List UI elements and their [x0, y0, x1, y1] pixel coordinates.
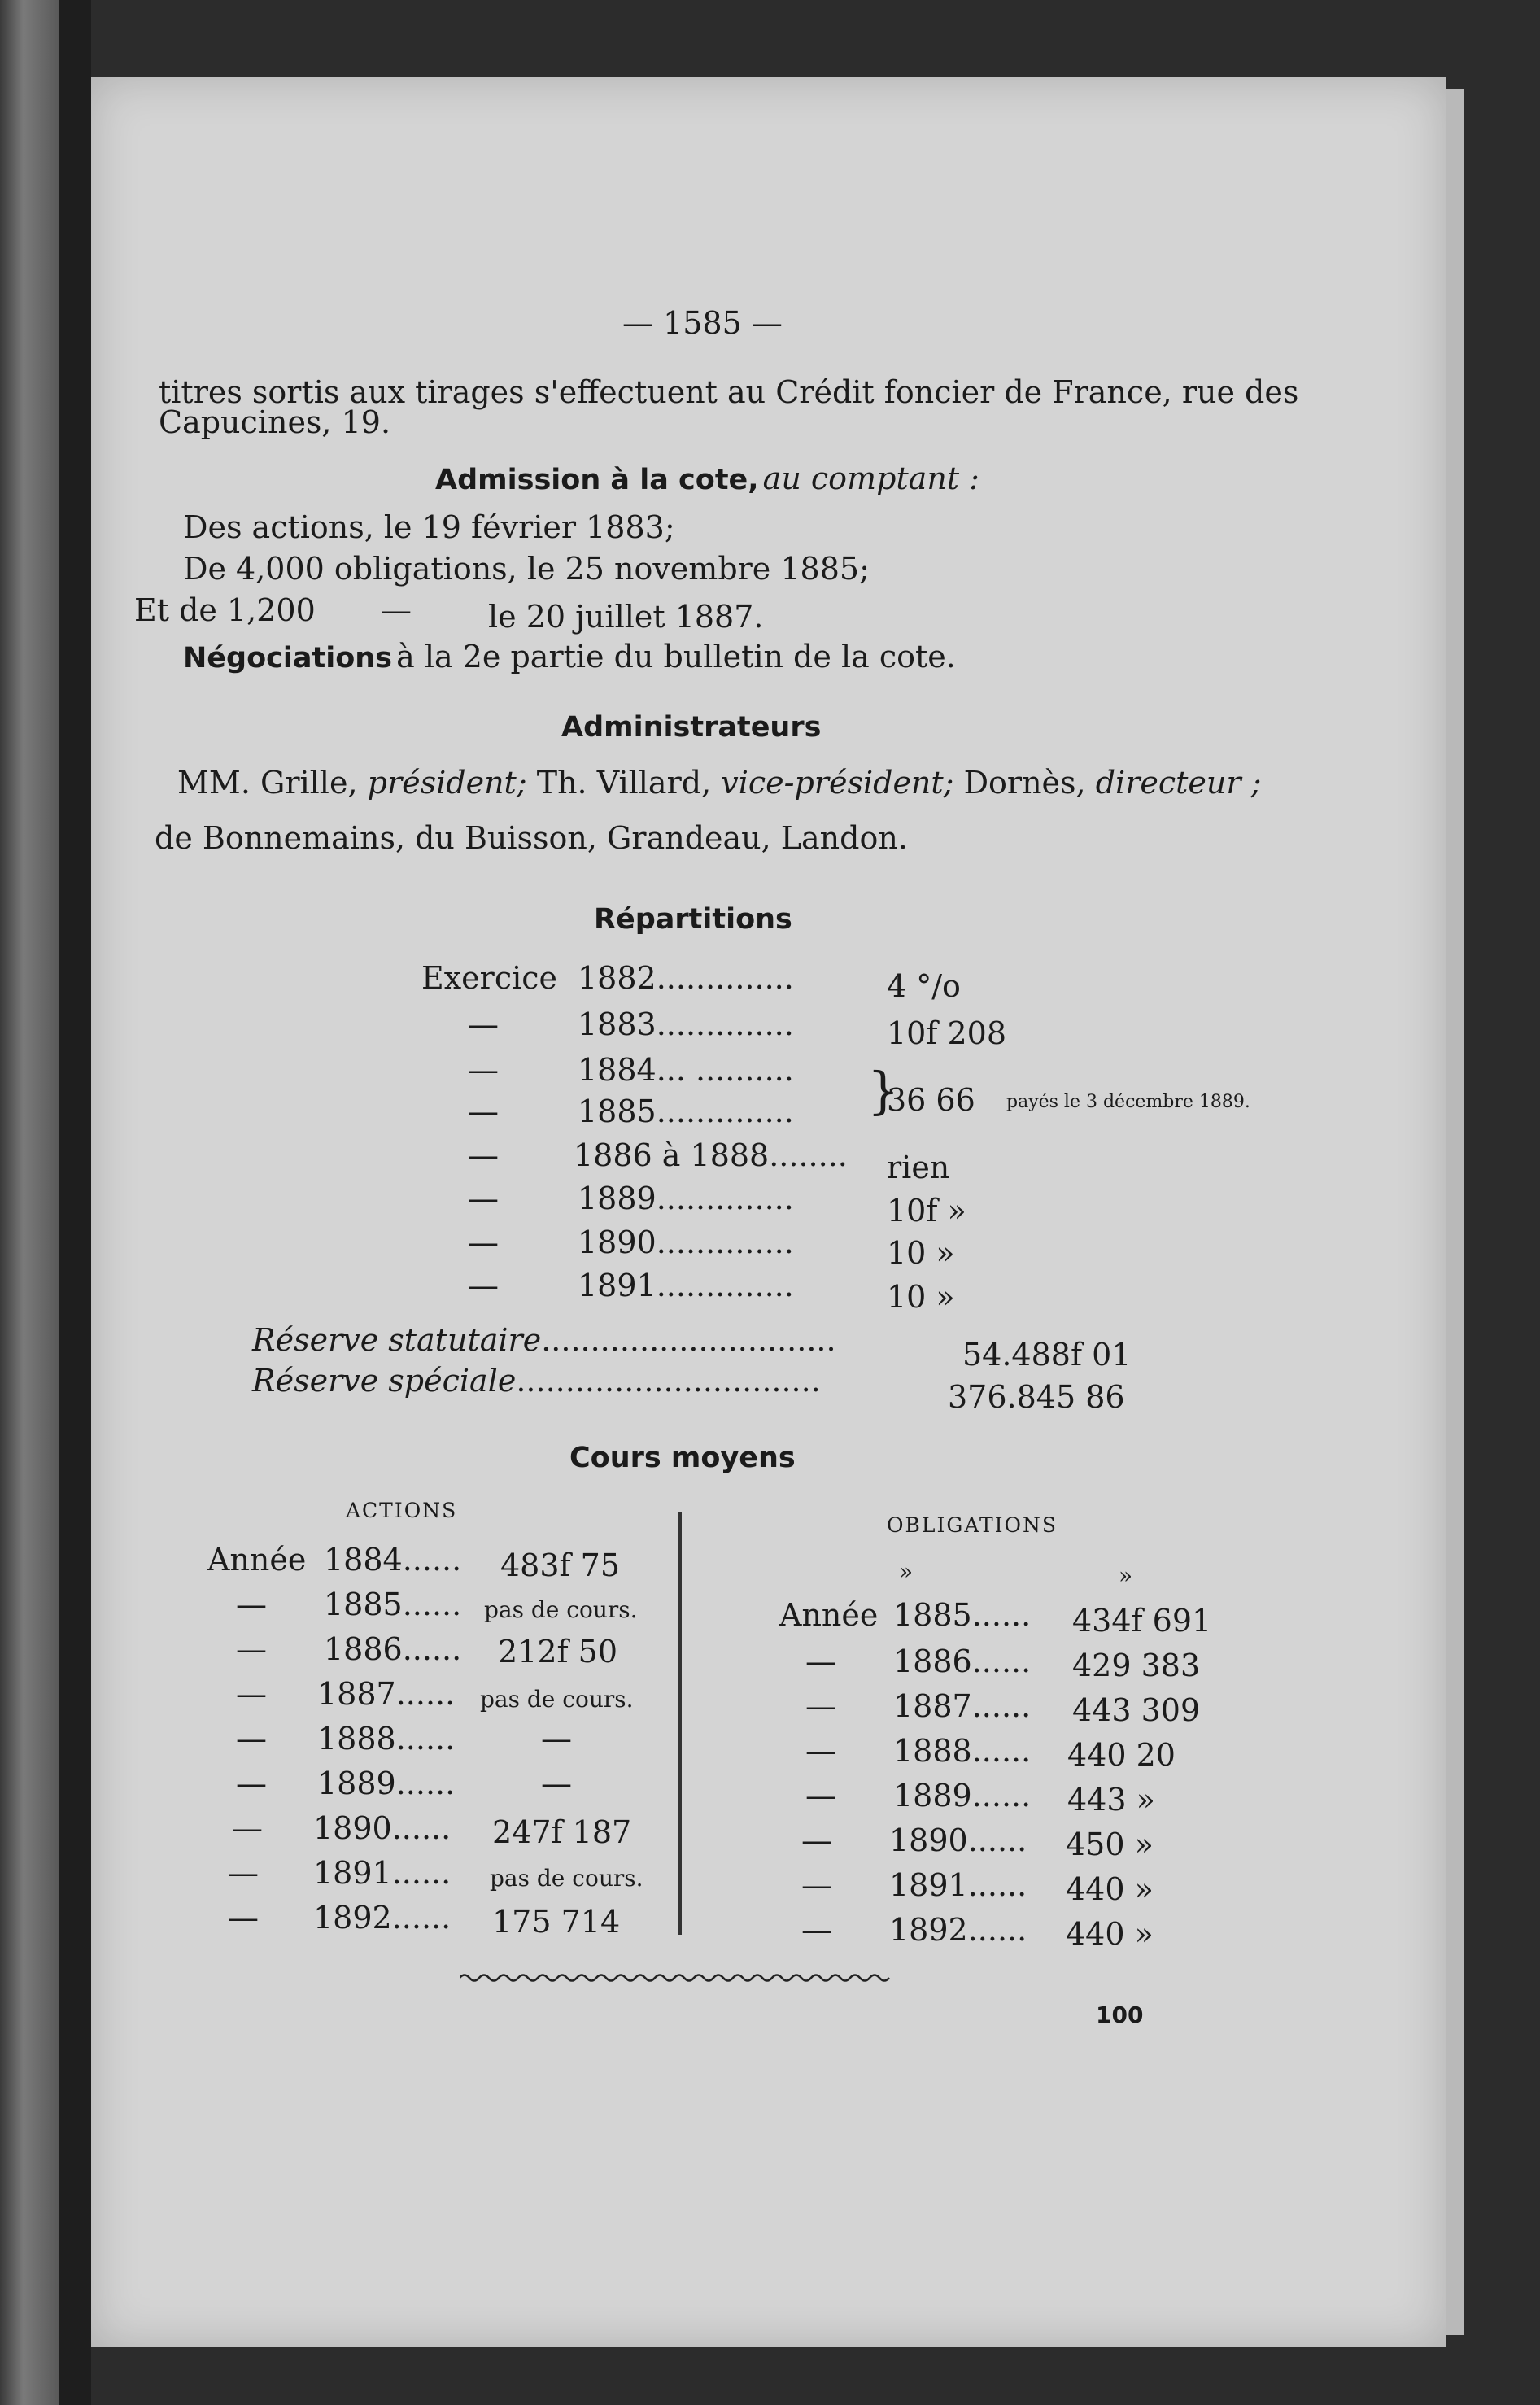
obligations-value: 440 »: [1066, 1871, 1154, 1907]
rep-year: 1891..............: [578, 1268, 794, 1303]
obligations-value: 450 »: [1066, 1827, 1154, 1862]
obligations-year: 1891......: [889, 1867, 1027, 1903]
actions-label: Année: [207, 1542, 307, 1578]
actions-year: 1888......: [317, 1721, 456, 1757]
page-number: — 1585 —: [622, 305, 783, 341]
admission-ditto-dash: —: [381, 592, 412, 628]
actions-year: 1890......: [313, 1810, 452, 1846]
obligations-year: 1887......: [893, 1688, 1032, 1724]
obligations-label: —: [805, 1688, 836, 1724]
rep-year: 1889..............: [578, 1181, 794, 1216]
intro-line-2: Capucines, 19.: [159, 404, 391, 440]
obligations-value: 434f 691: [1072, 1603, 1212, 1639]
obligations-label: —: [801, 1867, 832, 1903]
rep-dash: —: [468, 1181, 499, 1216]
admin-vice-president: vice-président;: [721, 765, 954, 801]
reserve-statutaire-dots: ..............................: [541, 1322, 836, 1358]
previous-page-edge: [0, 0, 59, 2405]
obligations-quote: »: [899, 1558, 914, 1585]
actions-label: —: [236, 1766, 267, 1801]
wavy-divider: [460, 1969, 891, 1987]
actions-label: —: [228, 1900, 259, 1936]
actions-label: —: [236, 1676, 267, 1712]
obligations-year: 1888......: [893, 1733, 1032, 1769]
actions-year: 1886......: [324, 1631, 462, 1667]
obligations-year: 1892......: [889, 1912, 1027, 1948]
actions-year: 1891......: [313, 1855, 452, 1891]
rep-year: 1884... ..........: [578, 1052, 794, 1088]
intro-line-1: titres sortis aux tirages s'effectuent au Crédit foncier de France, rue des: [159, 374, 1299, 410]
obligations-header: OBLIGATIONS: [887, 1513, 1058, 1537]
cours-moyens-heading: Cours moyens: [569, 1442, 796, 1474]
actions-value: pas de cours.: [490, 1865, 643, 1892]
actions-year: 1887......: [317, 1676, 456, 1712]
obligations-value: 429 383: [1072, 1648, 1201, 1683]
signature-number: 100: [1096, 2001, 1144, 2028]
actions-label: —: [236, 1721, 267, 1757]
admin-grille: MM. Grille,: [177, 765, 358, 801]
admin-villard: Th. Villard,: [536, 765, 712, 801]
rep-dash: —: [468, 1052, 499, 1088]
rep-year: 1882..............: [578, 960, 794, 996]
rep-value: 4 °/o: [887, 968, 961, 1004]
actions-year: 1889......: [317, 1766, 456, 1801]
obligations-value: 443 309: [1072, 1692, 1201, 1728]
rep-dash: —: [468, 1093, 499, 1129]
rep-year: 1883..............: [578, 1006, 794, 1042]
obligations-label: —: [805, 1643, 836, 1679]
column-divider: [678, 1512, 682, 1935]
repartitions-heading: Répartitions: [594, 903, 792, 936]
rep-dash: —: [468, 1224, 499, 1260]
admission-line-3-date: le 20 juillet 1887.: [488, 599, 764, 635]
obligations-year: 1889......: [893, 1778, 1032, 1814]
reserve-statutaire-label: Réserve statutaire: [252, 1322, 542, 1358]
actions-label: —: [236, 1631, 267, 1667]
rep-brace: }: [867, 1061, 900, 1120]
rep-value: 10f »: [887, 1193, 966, 1229]
obligations-label: —: [805, 1733, 836, 1769]
rep-year: 1890..............: [578, 1224, 794, 1260]
actions-value: 212f 50: [498, 1634, 618, 1670]
admission-line-1: Des actions, le 19 février 1883;: [183, 509, 675, 545]
obligations-label: —: [801, 1822, 832, 1858]
actions-value: pas de cours.: [480, 1686, 634, 1713]
rep-brace-note: payés le 3 décembre 1889.: [1006, 1092, 1250, 1112]
admission-heading: [435, 460, 979, 496]
rep-value: 10 »: [887, 1235, 955, 1271]
obligations-year: 1885......: [893, 1597, 1032, 1633]
rep-brace-value: 36 66: [887, 1082, 975, 1118]
reserve-statutaire-row: [252, 1322, 836, 1358]
reserve-speciale-label: Réserve spéciale: [252, 1363, 517, 1399]
actions-value: —: [541, 1766, 572, 1801]
rep-dash: —: [468, 1268, 499, 1303]
obligations-label: —: [805, 1778, 836, 1814]
actions-value: —: [541, 1721, 572, 1757]
obligations-value: 440 20: [1067, 1737, 1176, 1773]
rep-value: 10f 208: [887, 1015, 1007, 1051]
rep-dash: —: [468, 1006, 499, 1042]
obligations-value: 443 »: [1067, 1782, 1155, 1818]
admission-heading-bold: Admission à la cote,: [435, 464, 759, 496]
admin-dornes: Dornès,: [963, 765, 1086, 801]
actions-value: 483f 75: [500, 1547, 621, 1583]
rep-year: 1885..............: [578, 1093, 794, 1129]
admission-line-3: Et de 1,200: [134, 592, 316, 628]
administrateurs-heading: Administrateurs: [561, 711, 822, 744]
admin-president: président;: [367, 765, 527, 801]
actions-header: ACTIONS: [346, 1499, 458, 1522]
obligations-label: —: [801, 1912, 832, 1948]
rep-value: rien: [887, 1150, 950, 1185]
actions-value: 175 714: [492, 1904, 621, 1940]
reserve-speciale-dots: ...............................: [516, 1363, 821, 1399]
administrateurs-line-1: [177, 765, 1261, 801]
actions-year: 1884......: [324, 1542, 462, 1578]
obligations-quote: »: [1119, 1562, 1133, 1589]
rep-year: 1886 à 1888........: [574, 1137, 848, 1173]
admin-directeur: directeur ;: [1095, 765, 1262, 801]
obligations-label: Année: [779, 1597, 879, 1633]
book-gutter: [59, 0, 91, 2405]
actions-label: —: [232, 1810, 263, 1846]
obligations-value: 440 »: [1066, 1916, 1154, 1952]
admission-heading-italic: au comptant :: [762, 460, 979, 496]
reserve-speciale-row: [252, 1363, 821, 1399]
actions-value: pas de cours.: [484, 1596, 638, 1623]
negociations-bold: Négociations: [183, 642, 393, 674]
exercice-label: Exercice: [421, 960, 558, 996]
actions-value: 247f 187: [492, 1814, 632, 1850]
reserve-statutaire-value: 54.488f 01: [962, 1337, 1132, 1373]
negociations-text: à la 2e partie du bulletin de la cote.: [396, 639, 956, 674]
administrateurs-line-2: de Bonnemains, du Buisson, Grandeau, Landon.: [155, 820, 908, 856]
actions-label: —: [236, 1587, 267, 1622]
obligations-year: 1886......: [893, 1643, 1032, 1679]
admission-line-2: De 4,000 obligations, le 25 novembre 1885;: [183, 551, 870, 587]
obligations-year: 1890......: [889, 1822, 1027, 1858]
actions-year: 1892......: [313, 1900, 452, 1936]
actions-year: 1885......: [324, 1587, 462, 1622]
reserve-speciale-value: 376.845 86: [948, 1379, 1125, 1415]
rep-dash: —: [468, 1137, 499, 1173]
negociations-line: [183, 639, 956, 674]
rep-value: 10 »: [887, 1279, 955, 1315]
actions-label: —: [228, 1855, 259, 1891]
page-edge: [1446, 89, 1464, 2335]
